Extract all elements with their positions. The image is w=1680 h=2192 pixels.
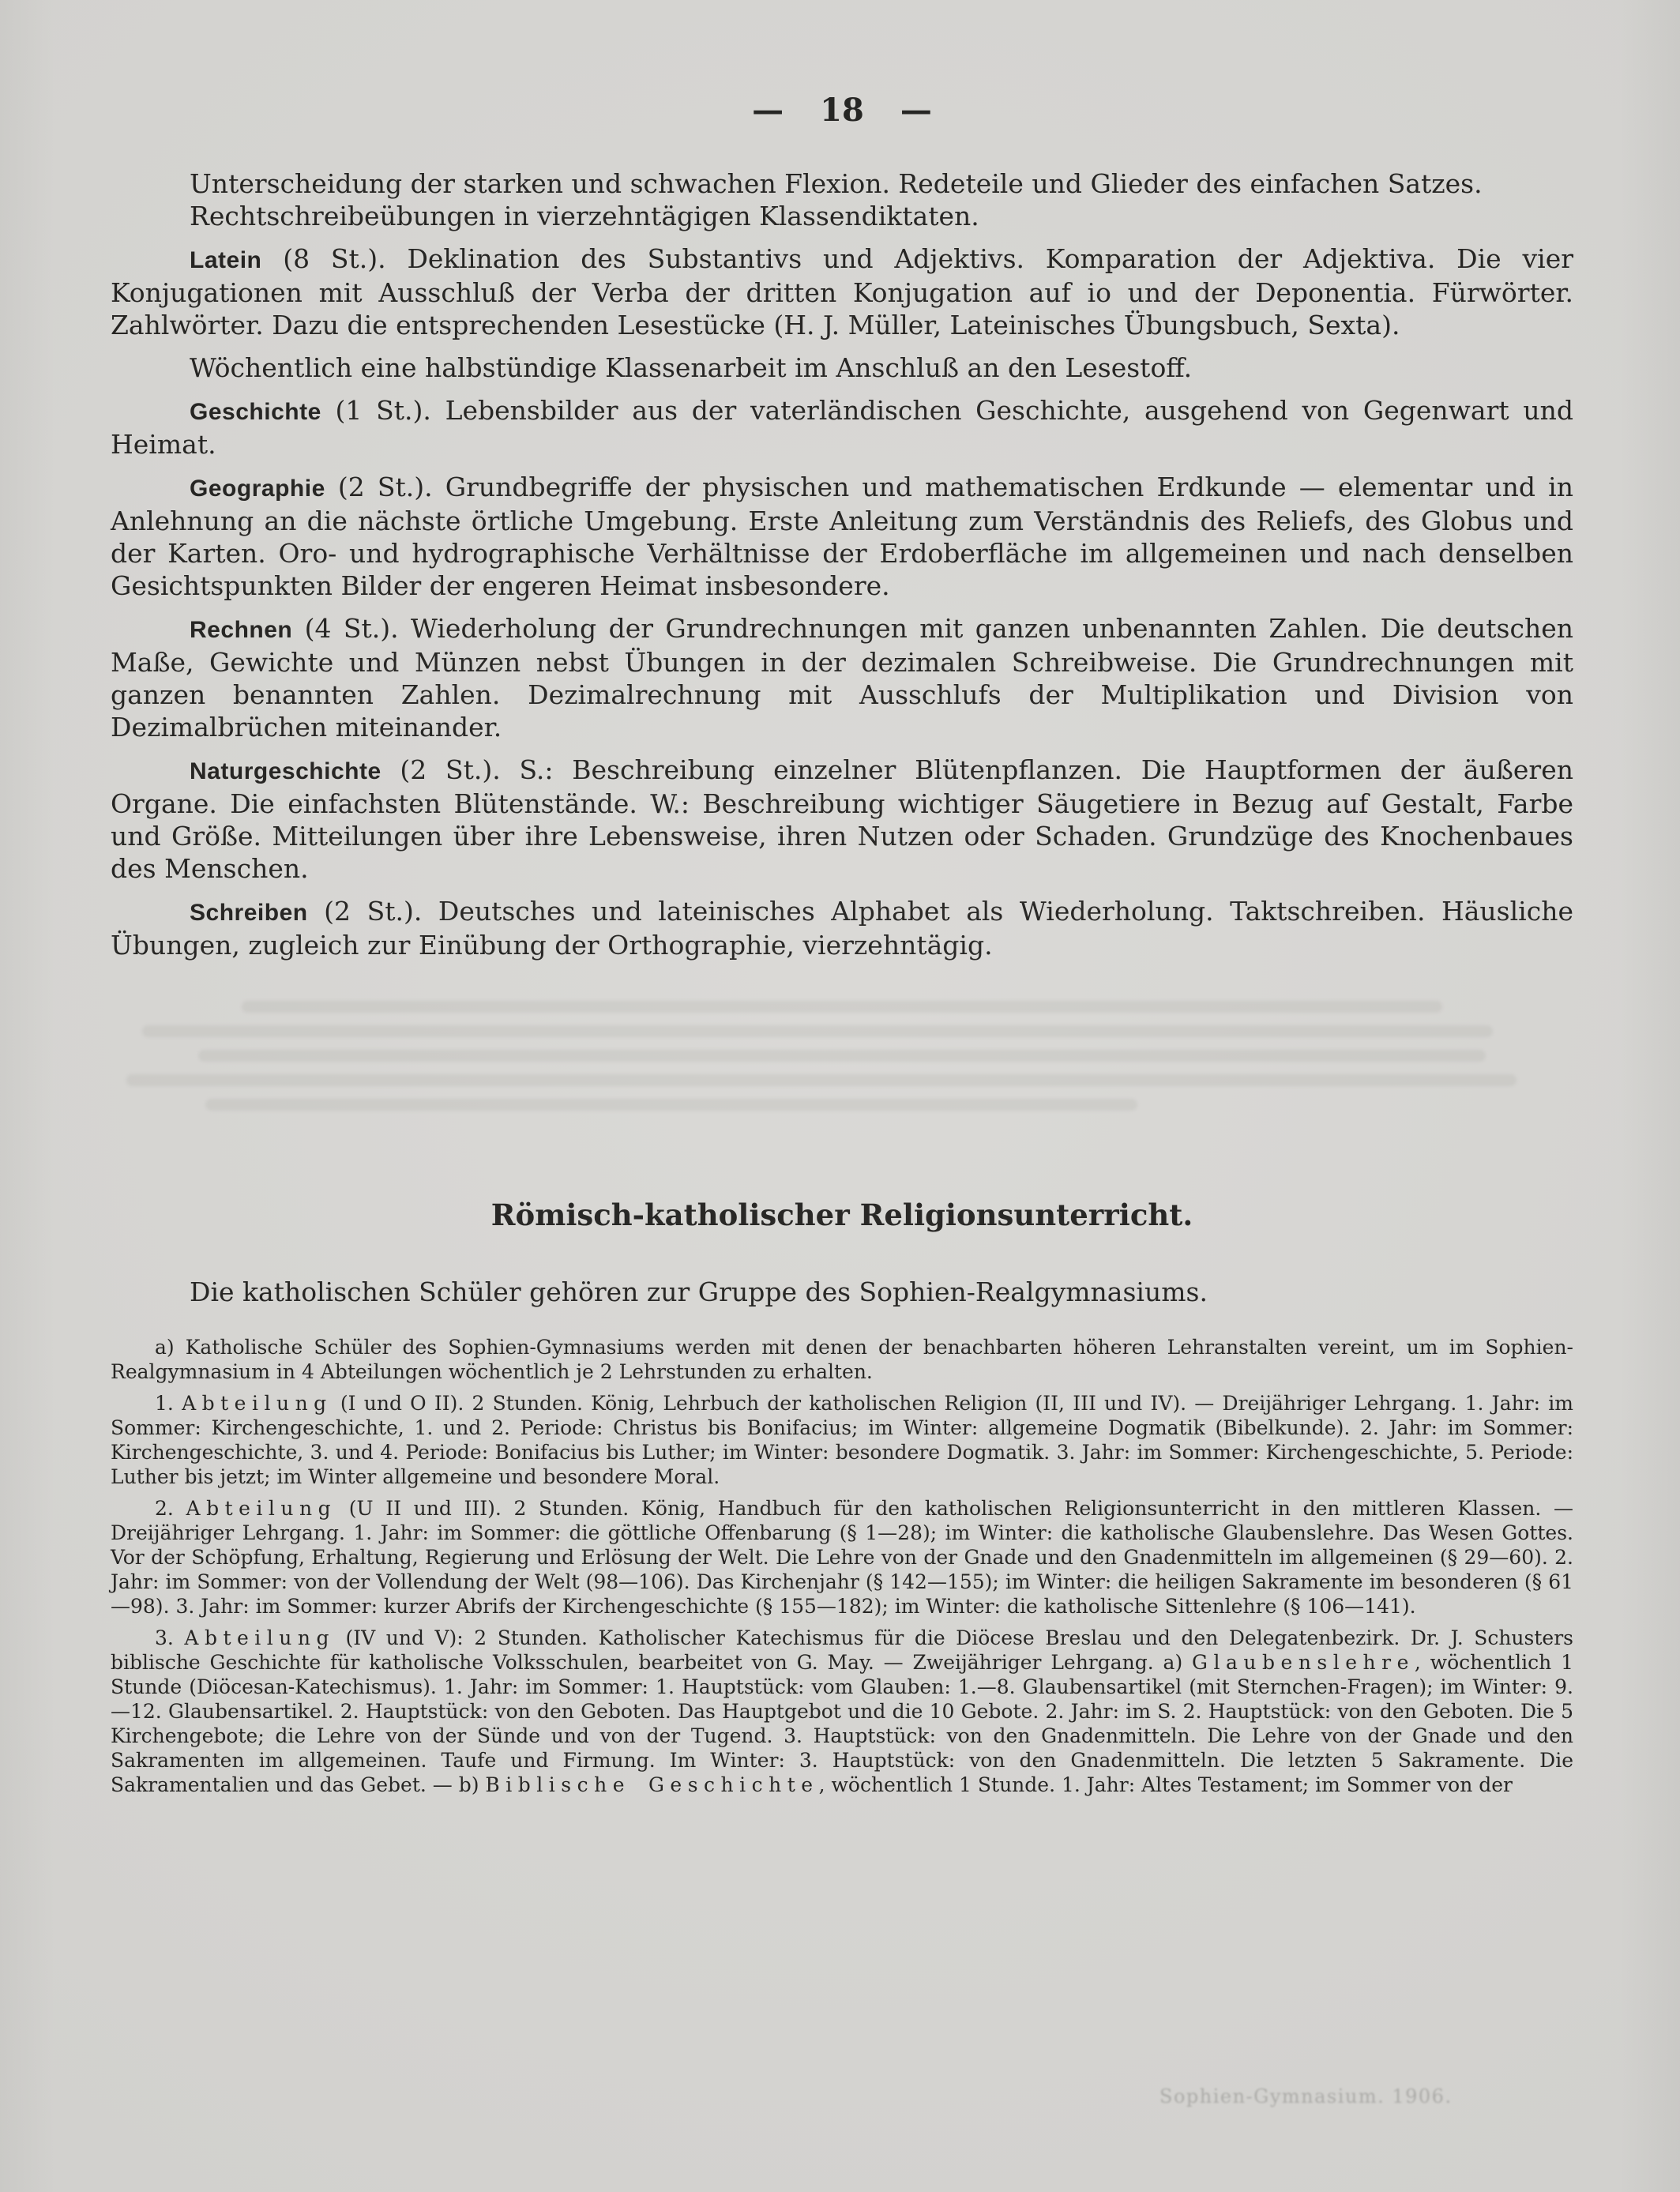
text-segment-plain: (2 St.). S.: Beschreibung einzelner Blütenpflanzen. Die Hauptformen der äußeren Organe. Die einfachsten Blütenstände. W.: Beschreibung wichtiger Säugetiere in Bezug auf Gestalt, Farbe und Größe. Mitteilungen über ihre Lebensweise, ihren Nutzen oder Schaden. Grundzüge des Knochenbaues des Menschen. — [111, 754, 1573, 884]
subject-label-geschichte: Geschichte — [190, 399, 321, 425]
text-segment-plain: (2 St.). Deutsches und lateinisches Alphabet als Wiederholung. Taktschreiben. Häusliche Übungen, zugleich zur Einübung der Orthographie, vierzehntägig. — [111, 896, 1573, 961]
text-segment-plain: , wöchentlich 1 Stunde (Diöcesan-Katechismus). 1. Jahr: im Sommer: 1. Hauptstück: vom Glauben: 1.—8. Glaubensartikel (mit Sternchen-Fragen); im Winter: 9.—12. Glaubensartikel. 2. Hauptstück: von den Geboten. Das Hauptgebot und die 10 Gebote. 2. Jahr: im S. 2. Hauptstück: von den Geboten. Die 5 Kirchengebote; die Lehre von der Sünde und von der Tugend. 3. Hauptstück: von den Gnadenmitteln. Die Lehre von der Gnade und den Sakramenten im allgemeinen. Taufe und Firmung. Im Winter: 3. Hauptstück: von den Gnadenmitteln. Die letzten 5 Sakramente. Die Sakramentalien und das Gebet. — b) — [111, 1651, 1573, 1796]
paragraph-geographie — [111, 471, 1573, 602]
paragraph-klassenarbeit — [111, 352, 1573, 384]
glaubenslehre-label: Glaubenslehre — [1192, 1651, 1415, 1674]
text-segment-plain: Unterscheidung der starken und schwachen Flexion. Redeteile und Glieder des einfachen Satzes. — [190, 168, 1483, 199]
text-segment-plain: Wöchentlich eine halbstündige Klassenarbeit im Anschluß an den Lesestoff. — [190, 352, 1193, 383]
paragraph-abteilung-1 — [111, 1391, 1573, 1489]
page-number-dash-left: — — [752, 92, 784, 129]
text-segment-plain: (4 St.). Wiederholung der Grundrechnungen mit ganzen unbenannten Zahlen. Die deutschen Maße, Gewichte und Münzen nebst Übungen in der dezimalen Schreibweise. Die Grundrechnungen mit ganzen benannten Zahlen. Dezimalrechnung mit Ausschlufs der Multiplikation und Division von Dezimalbrüchen miteinander. — [111, 613, 1573, 743]
abteilung-2-label: Abteilung — [186, 1497, 337, 1520]
subject-label-schreiben: Schreiben — [190, 900, 308, 926]
bleedthrough-ghost — [142, 1025, 1493, 1037]
curriculum-text-block — [111, 167, 1573, 961]
paragraph-latein — [111, 243, 1573, 341]
page-number — [111, 92, 1573, 130]
text-segment-plain: 3. — [155, 1626, 185, 1649]
text-segment-plain: (2 St.). Grundbegriffe der physischen und mathematischen Erdkunde — elementar und in Anlehnung an die nächste örtliche Umgebung. Erste Anleitung zum Verständnis des Reliefs, des Globus und der Karten. Oro- und hydrographische Verhältnisse der Erdoberfläche im allgemeinen und nach denselben Gesichtspunkten Bilder der engeren Heimat insbesondere. — [111, 472, 1573, 601]
paragraph-rechtschreibung — [111, 200, 1573, 232]
religion-section-heading: Römisch-katholischer Religionsunterricht. — [490, 1198, 1193, 1232]
bleedthrough-zone — [111, 961, 1573, 1197]
paragraph-geschichte — [111, 394, 1573, 461]
bleedthrough-ghost — [126, 1074, 1517, 1086]
page-content — [111, 0, 1573, 1797]
text-segment-plain: (I und O II). 2 Stunden. König, Lehrbuch der katholischen Religion (II, III und IV). — Dreijähriger Lehrgang. 1. Jahr: im Sommer: Kirchengeschichte, 1. und 2. Periode: Christus bis Bonifacius; im Winter: allgemeine Dogmatik (Bibelkunde). 2. Jahr: im Sommer: Kirchengeschichte, 3. und 4. Periode: Bonifacius bis Luther; im Winter: besondere Dogmatik. 3. Jahr: im Sommer: Kirchengeschichte, 5. Periode: Luther bis jetzt; im Winter allgemeine und besondere Moral. — [111, 1392, 1573, 1488]
paragraph-rechnen — [111, 612, 1573, 743]
paragraph-religion-a — [111, 1335, 1573, 1384]
text-segment-plain: Rechtschreibeübungen in vierzehntägigen Klassendiktaten. — [190, 201, 979, 231]
text-segment-plain: 1. — [155, 1392, 182, 1415]
footer-showthrough: Sophien-Gymnasium. 1906. — [1159, 2085, 1453, 2107]
paragraph-abteilung-2 — [111, 1496, 1573, 1619]
page-number-value: 18 — [820, 92, 864, 129]
text-segment-plain: (1 St.). Lebensbilder aus der vaterländischen Geschichte, ausgehend von Gegenwart und Heimat. — [111, 395, 1573, 460]
religion-smallprint-block — [111, 1335, 1573, 1797]
paragraph-abteilung-3 — [111, 1626, 1573, 1797]
biblische-geschichte-label: Biblische Geschichte — [485, 1773, 819, 1796]
text-segment-plain: a) Katholische Schüler des Sophien-Gymnasiums werden mit denen der benachbarten höheren Lehranstalten vereint, um im Sophien-Realgymnasium in 4 Abteilungen wöchentlich je 2 Lehrstunden zu erhalten. — [111, 1336, 1573, 1383]
paragraph-flexion — [111, 167, 1573, 200]
bleedthrough-ghost — [205, 1099, 1137, 1111]
text-segment-plain: (U II und III). 2 Stunden. König, Handbuch für den katholischen Religionsunterricht in den mittleren Klassen. — Dreijähriger Lehrgang. 1. Jahr: im Sommer: die göttliche Offenbarung (§ 1—28); im Winter: die katholische Glaubenslehre. Das Wesen Gottes. Vor der Schöpfung, Erhaltung, Regierung und Erlösung der Welt. Die Lehre von der Gnade und den Gnadenmitteln im allgemeinen (§ 29—60). 2. Jahr: im Sommer: von der Vollendung der Welt (98—106). Das Kirchenjahr (§ 142—155); im Winter: die heiligen Sakramente im besonderen (§ 61—98). 3. Jahr: im Sommer: kurzer Abrifs der Kirchengeschichte (§ 155—182); im Winter: die katholische Sittenlehre (§ 106—141). — [111, 1497, 1573, 1618]
abteilung-1-label: Abteilung — [182, 1392, 333, 1415]
religion-section-intro: Die katholischen Schüler gehören zur Gruppe des Sophien-Realgymnasiums. — [190, 1276, 1208, 1307]
subject-label-naturgeschichte: Naturgeschichte — [190, 758, 381, 784]
subject-label-rechnen: Rechnen — [190, 617, 293, 643]
text-segment-plain: (8 St.). Deklination des Substantivs und Adjektivs. Komparation der Adjektiva. Die vier Konjugationen mit Ausschluß der Verba der dritten Konjugation auf io und der Deponentia. Fürwörter. Zahlwörter. Dazu die entsprechenden Lesestücke (H. J. Müller, Lateinisches Übungsbuch, Sexta). — [111, 243, 1573, 340]
bleedthrough-ghost — [198, 1050, 1486, 1062]
paragraph-naturgeschichte — [111, 754, 1573, 885]
bleedthrough-ghost — [242, 1001, 1442, 1013]
text-segment-plain: , wöchentlich 1 Stunde. 1. Jahr: Altes Testament; im Sommer von der — [818, 1773, 1513, 1796]
abteilung-3-label: Abteilung — [184, 1626, 335, 1649]
page-number-dash-right: — — [900, 92, 932, 129]
subject-label-geographie: Geographie — [190, 476, 325, 502]
paragraph-schreiben — [111, 895, 1573, 961]
text-segment-plain: (IV und V): 2 Stunden. Katholischer Katechismus für die Diöcese Breslau und den Delegatenbezirk. Dr. J. Schusters biblische Geschichte für katholische Volksschulen, bearbeitet von G. May. — Zweijähriger Lehrgang. a) — [111, 1626, 1573, 1674]
text-segment-plain: 2. — [155, 1497, 186, 1520]
subject-label-latein: Latein — [190, 247, 262, 273]
